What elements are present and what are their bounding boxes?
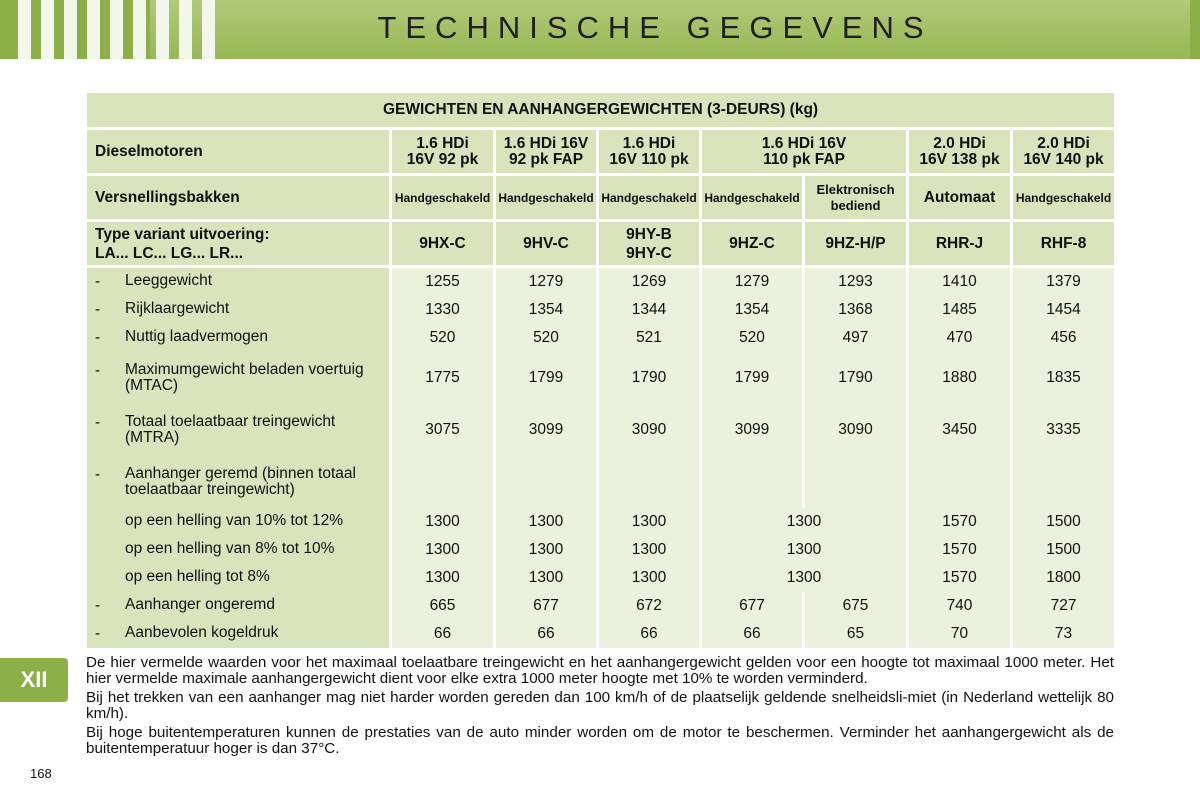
table-row: op een helling tot 8% 1300 1300 1300 1300 1570 1800: [87, 564, 1114, 592]
variant-cell: 9HY-B 9HY-C: [599, 222, 699, 265]
table-row: - Maximumgewicht beladen voertuig (MTAC) 1775 1799 1790 1799 1790 1880 1835: [87, 352, 1114, 404]
variant-cell: RHR-J: [909, 222, 1010, 265]
gearbox-cell: Handgeschakeld: [1013, 176, 1114, 219]
gearbox-cell: Automaat: [909, 176, 1010, 219]
table-title: GEWICHTEN EN AANHANGERGEWICHTEN (3-DEURS) (kg): [87, 93, 1114, 127]
engine-header: 2.0 HDi 16V 140 pk: [1013, 130, 1114, 173]
variant-cell: 9HX-C: [392, 222, 493, 265]
table-row: - Rijklaargewicht 1330 1354 1344 1354 1368 1485 1454: [87, 296, 1114, 324]
notes: [86, 655, 1114, 760]
weights-table: [84, 93, 1117, 648]
gearbox-cell: Elektronisch bediend: [805, 176, 906, 219]
engine-header: 1.6 HDi 16V 110 pk FAP: [702, 130, 906, 173]
variant-label: Type variant uitvoering: LA... LC... LG... LR...: [87, 222, 389, 265]
page-title: TECHNISCHE GEGEVENS: [377, 10, 933, 45]
chapter-tab: XII: [0, 658, 68, 702]
note-paragraph: De hier vermelde waarden voor het maximaal toelaatbare treingewicht en het aanhangergewicht gelden voor een hoogte tot maximaal 1000 meter. Het hier vermelde maximale aanhangergewicht dient voor elke extra 1000 meter hoogte met 10% te worden verminderd.: [86, 654, 1114, 687]
table-row: - Aanhanger ongeremd 665 677 672 677 675 740 727: [87, 592, 1114, 620]
engines-label: Dieselmotoren: [87, 130, 389, 173]
table-row: - Aanbevolen kogeldruk 66 66 66 66 65 70 73: [87, 620, 1114, 648]
gearbox-label: Versnellingsbakken: [87, 176, 389, 219]
table-row: - Nuttig laadvermogen 520 520 521 520 497 470 456: [87, 324, 1114, 352]
table-row: op een helling van 8% tot 10% 1300 1300 1300 1300 1570 1500: [87, 536, 1114, 564]
variant-cell: RHF-8: [1013, 222, 1114, 265]
note-paragraph: Bij hoge buitentemperaturen kunnen de prestaties van de auto minder worden om de motor te beschermen. Verminder het aanhangergewicht als de buitentemperatuur hoger is dan 37°C.: [86, 724, 1114, 757]
gearbox-cell: Handgeschakeld: [496, 176, 596, 219]
gearbox-cell: Handgeschakeld: [599, 176, 699, 219]
gearbox-cell: Handgeschakeld: [702, 176, 802, 219]
engine-header: 1.6 HDi 16V 92 pk: [392, 130, 493, 173]
note-paragraph: Bij het trekken van een aanhanger mag niet harder worden gereden dan 100 km/h of de plaatselijk geldende snelheidsli-miet (in Nederland wettelijk 80 km/h).: [86, 689, 1114, 722]
table-row: - Totaal toelaatbaar treingewicht (MTRA) 3075 3099 3090 3099 3090 3450 3335: [87, 404, 1114, 456]
variant-cell: 9HV-C: [496, 222, 596, 265]
table-row: - Leeggewicht 1255 1279 1269 1279 1293 1410 1379: [87, 268, 1114, 296]
table-row: op een helling van 10% tot 12% 1300 1300 1300 1300 1570 1500: [87, 508, 1114, 536]
engine-header: 1.6 HDi 16V 92 pk FAP: [496, 130, 596, 173]
table-row: - Aanhanger geremd (binnen totaal toelaatbaar treingewicht): [87, 456, 1114, 508]
gearbox-cell: Handgeschakeld: [392, 176, 493, 219]
page-number: 168: [30, 766, 52, 781]
variant-cell: 9HZ-H/P: [805, 222, 906, 265]
header-band: [0, 0, 1200, 59]
engine-header: 2.0 HDi 16V 138 pk: [909, 130, 1010, 173]
variant-cell: 9HZ-C: [702, 222, 802, 265]
engine-header: 1.6 HDi 16V 110 pk: [599, 130, 699, 173]
